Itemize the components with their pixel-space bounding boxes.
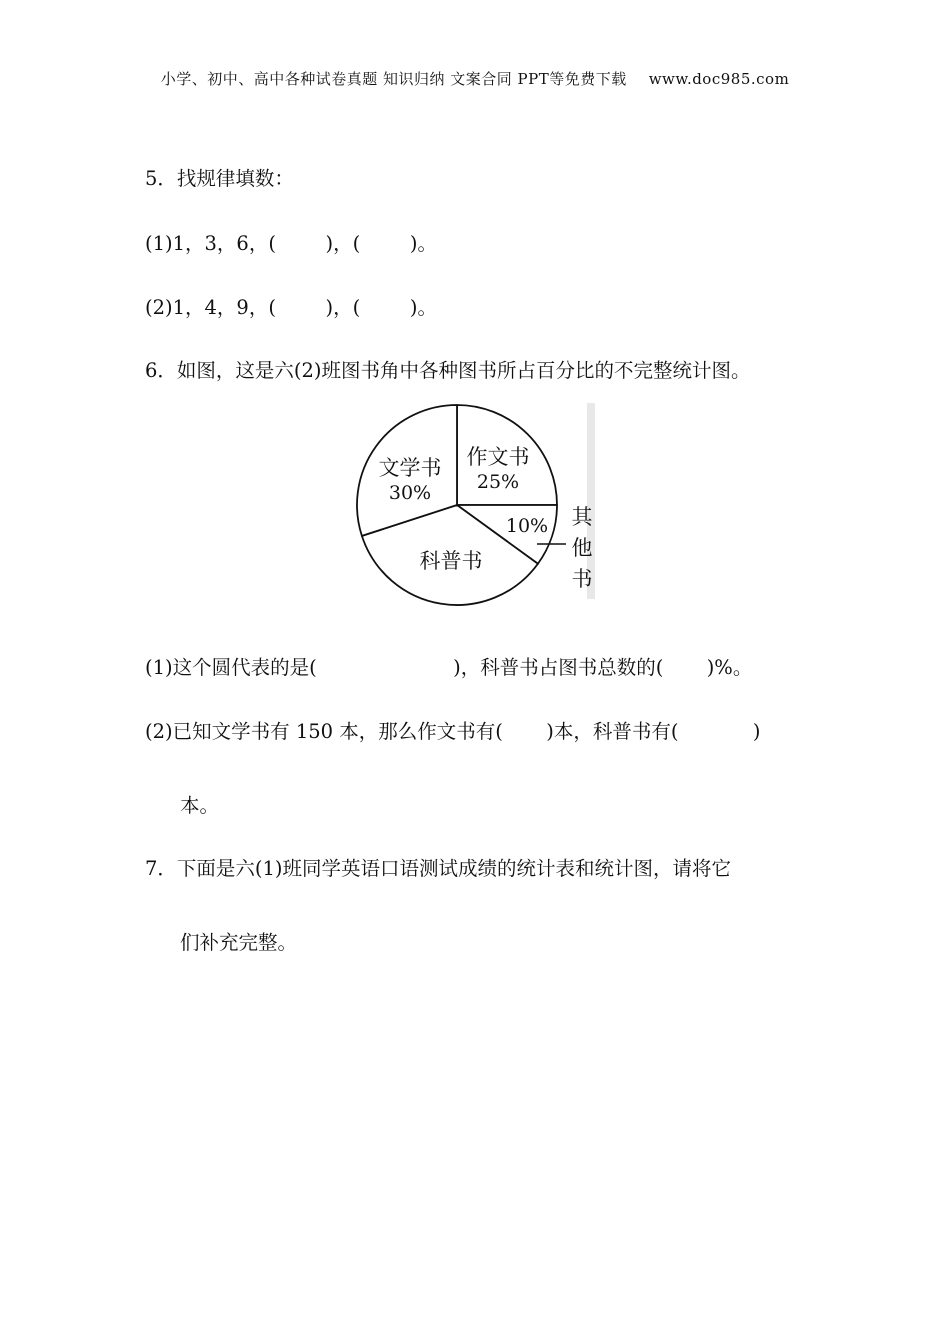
slice-label-other <box>572 505 594 591</box>
q5-title: 5．找规律填数： <box>145 167 294 190</box>
slice-label-literature: 文学书 <box>378 456 442 480</box>
header-text: 小学、初中、高中各种试卷真题 知识归纳 文案合同 PPT等免费下载 <box>160 70 627 88</box>
pie-chart <box>340 398 610 613</box>
slice-label-other-char: 他 <box>571 536 593 560</box>
q6-title: 6．如图，这是六(2)班图书角中各种图书所占百分比的不完整统计图。 <box>145 359 751 382</box>
slice-label-other-char: 书 <box>571 567 593 591</box>
q5-part1: (1)1，3，6，( )，( )。 <box>145 232 437 255</box>
slice-label-science: 科普书 <box>419 549 483 573</box>
pie-slices <box>357 405 557 605</box>
q7-line1: 7．下面是六(1)班同学英语口语测试成绩的统计表和统计图，请将它 <box>145 857 732 880</box>
q5-part2: (2)1，4，9，( )，( )。 <box>145 296 437 319</box>
slice-value-literature: 30% <box>388 482 432 504</box>
slice-label-other-char: 其 <box>571 505 593 529</box>
q6-part2: (2)已知文学书有 150 本，那么作文书有( )本，科普书有( ) <box>145 720 761 743</box>
header-url: www.doc985.com <box>648 70 790 88</box>
q7-line2: 们补充完整。 <box>180 931 298 954</box>
page-header <box>0 68 950 89</box>
slice-value-other: 10% <box>505 515 549 537</box>
q6-part2-cont: 本。 <box>180 794 220 817</box>
q6-part1: (1)这个圆代表的是( )，科普书占图书总数的( )%。 <box>145 656 753 679</box>
slice-value-composition: 25% <box>476 471 520 493</box>
slice-label-composition: 作文书 <box>466 445 530 469</box>
